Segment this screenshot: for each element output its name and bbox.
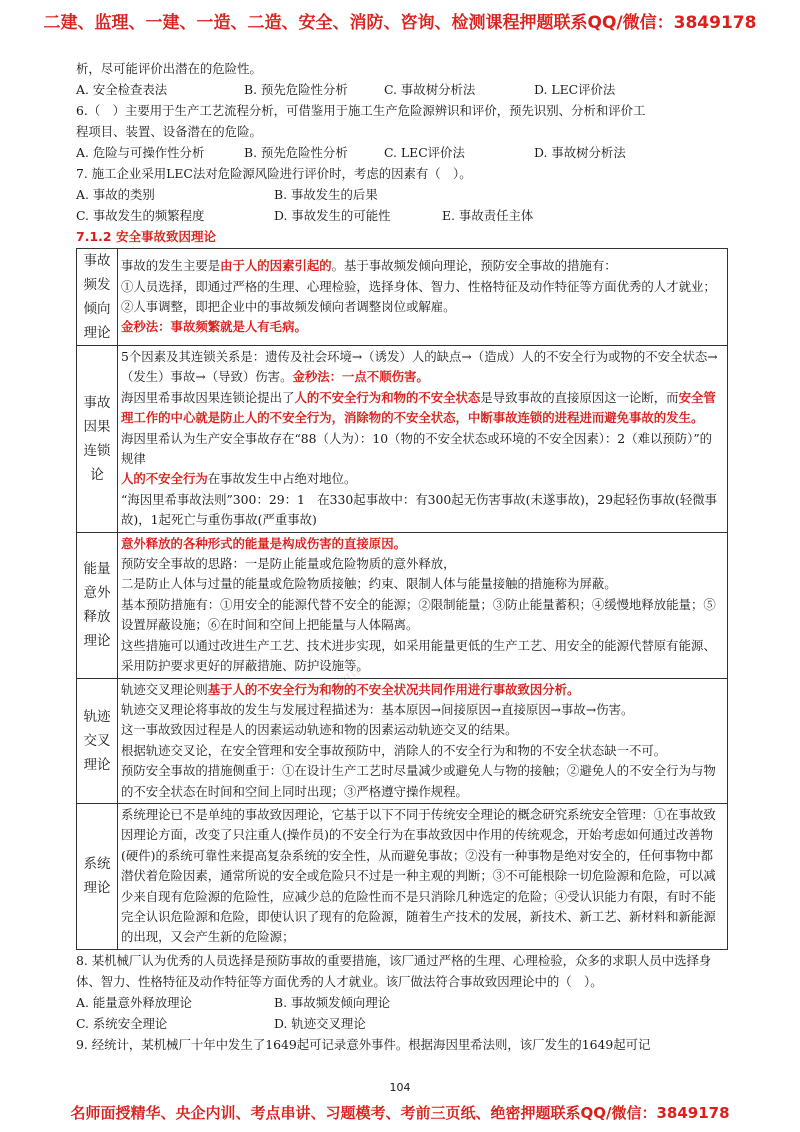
trajectory-p1-red: 基于人的不安全行为和物的不安全状况共同作用进行事故致因分析。 bbox=[207, 681, 580, 697]
domino-p2-red1: 人的不安全行为和物的不安全状态 bbox=[294, 389, 481, 405]
theory-row-energy bbox=[77, 532, 728, 678]
q8-stem: 8. 某机械厂认为优秀的人员选择是预防事故的重要措施，该厂通过严格的生理、心理检验，众多的求职人员中选择身体、智力、性格特征及动作特征等方面优秀的人才就业。该厂做法符合事故致因理论中的（ ）。 bbox=[76, 952, 712, 989]
q6-option-a: A. 危险与可操作性分析 bbox=[76, 145, 205, 160]
section-heading: 7.1.2 安全事故致因理论 bbox=[76, 229, 216, 244]
q5-option-b: B. 预先危险性分析 bbox=[244, 82, 348, 97]
header-banner: 二建、监理、一建、一造、二造、安全、消防、咨询、检测课程押题联系QQ/微信：3849178 bbox=[43, 13, 757, 33]
q7-option-a: A. 事故的类别 bbox=[76, 187, 155, 202]
q6-option-c: C. LEC评价法 bbox=[384, 145, 465, 160]
trajectory-p5: 预防安全事故的措施侧重于：①在设计生产工艺时尽量减少或避免人与物的接触；②避免人的不安全行为与物的不安全状态在时间和空间上同时出现；③严格遵守操作规程。 bbox=[121, 763, 716, 799]
q7-stem: 7. 施工企业采用LEC法对危险源风险进行评价时，考虑的因素有（ ）。 bbox=[76, 166, 472, 181]
proneness-p1-b: 。基于事故频发倾向理论，预防安全事故的措施有： bbox=[331, 258, 617, 274]
q7-option-e: E. 事故责任主体 bbox=[442, 208, 534, 223]
q9-stem: 9. 经统计，某机械厂十年中发生了1649起可记录意外事件。根据海因里希法则，该厂发生的1649起可记 bbox=[76, 1036, 651, 1052]
trajectory-p4: 根据轨迹交叉论，在安全管理和安全事故预防中，消除人的不安全行为和物的不安全状态缺一不可。 bbox=[121, 742, 667, 758]
domino-p2-b: 是导致事故的直接原因这一论断，而 bbox=[480, 389, 679, 405]
energy-p3: 二是防止人体与过量的能量或危险物质接触；约束、限制人体与能量接触的措施称为屏蔽。 bbox=[121, 576, 617, 592]
energy-p2: 预防安全事故的思路：一是防止能量或危险物质的意外释放， bbox=[121, 556, 456, 572]
q7-option-d: D. 事故发生的可能性 bbox=[274, 208, 391, 223]
domino-p2-red2: 安全管理工作的中心就是防止人的不安全行为，消除物的不安全状态，中断事故连锁的进程进而避免事故的发生。 bbox=[121, 389, 716, 426]
q8-option-d: D. 轨迹交叉理论 bbox=[274, 1015, 366, 1031]
proneness-p2: ①人员选择，即通过严格的生理、心理检验，选择身体、智力、性格特征及动作特征等方面优秀的人才就业；②人事调整，即把企业中的事故频发倾向者调整岗位或解雇。 bbox=[121, 278, 716, 314]
systems-p1: 系统理论已不是单纯的事故致因理论，它基于以下不同于传统安全理论的概念研究系统安全管理：①在事故致因理论方面，改变了只注重人(操作员)的不安全行为在事故致因中作用的传统观念，开始考虑如何通过改善物(硬件)的系统可靠性来提高复杂系统的安全性，从而避免事故；②没有一种事物是绝对安全的，任何事物中都潜伏着危险因素，通常所说的安全或危险只不过是一种主观的判断；③不可能根除一切危险源和危险，可以减少来自现有危险源的危险性，应减少总的危险性而不是只消除几种选定的危险；④受认识能力有限，有时不能完全认识危险源和危险，即使认识了现有的危险源，随着生产技术的发展，新技术、新工艺、新材料和新能源的出现，又会产生新的危险源； bbox=[121, 806, 716, 945]
domino-p3: 海因里希认为生产安全事故存在“88（人为）：10（物的不安全状态或环境的不安全因素）：2（难以预防）”的规律 bbox=[121, 430, 713, 467]
watermark: 肥肥淘宝店 考试资料打印 bbox=[260, 663, 365, 754]
proneness-p1-red: 由于人的因素引起的 bbox=[220, 258, 332, 274]
q5-option-c: C. 事故树分析法 bbox=[384, 82, 476, 97]
theory-row-systems bbox=[77, 803, 728, 949]
domino-p5: “海因里希事故法则”300：29：1 在330起事故中：有300起无伤害事故(未遂事故)，29起轻伤事故(轻微事故)，1起死亡与重伤事故(严重事故) bbox=[121, 491, 717, 528]
q7-option-c: C. 事故发生的频繁程度 bbox=[76, 208, 205, 223]
energy-p1-red: 意外释放的各种形式的能量是构成伤害的直接原因。 bbox=[121, 535, 406, 551]
theory-desc-systems bbox=[118, 803, 728, 949]
q7-options-row2 bbox=[76, 205, 728, 226]
page-number: 104 bbox=[389, 1081, 411, 1094]
q6-option-b: B. 预先危险性分析 bbox=[244, 145, 348, 160]
q7-options-row1 bbox=[76, 184, 728, 205]
q8-option-c: C. 系统安全理论 bbox=[76, 1015, 168, 1031]
energy-p4: 基本预防措施有：①用安全的能源代替不安全的能源；②限制能量；③防止能量蓄积；④缓慢地释放能量；⑤设置屏蔽设施；⑥在时间和空间上把能量与人体隔离。 bbox=[121, 596, 716, 633]
q6-stem-line2: 程项目、装置、设备潜在的危险。 bbox=[76, 124, 262, 139]
theory-table bbox=[76, 248, 728, 950]
theory-desc-trajectory bbox=[118, 678, 728, 803]
footer-banner: 名师面授精华、央企内训、考点串讲、习题模考、考前三页纸、绝密押题联系QQ/微信：3849178 bbox=[70, 1104, 730, 1122]
trajectory-p1-a: 轨迹交叉理论则 bbox=[121, 681, 208, 697]
domino-p1-a: 5个因素及其连锁关系是：遗传及社会环境→（诱发）人的缺点→（造成）人的不安全行为或物的不安全状态→（发生）事故→（导致）伤害。 bbox=[121, 349, 718, 385]
trajectory-p3: 这一事故致因过程是人的因素运动轨迹和物的因素运动轨迹交叉的结果。 bbox=[121, 722, 518, 738]
theory-row-proneness bbox=[77, 249, 728, 346]
domino-mnemonic: 金秒法：一点不顺伤害。 bbox=[292, 369, 429, 385]
page-content bbox=[76, 58, 728, 1055]
q5-option-a: A. 安全检查表法 bbox=[76, 82, 168, 97]
q8-options-row1 bbox=[76, 992, 728, 1013]
q8-option-b: B. 事故频发倾向理论 bbox=[274, 994, 391, 1010]
q6-options bbox=[76, 142, 728, 163]
theory-name-proneness: 事故频发倾向理论 bbox=[77, 249, 118, 346]
domino-p2-a: 海因里希事故因果连锁论提出了 bbox=[121, 389, 295, 405]
q5-options bbox=[76, 79, 728, 100]
domino-p4-red: 人的不安全行为 bbox=[121, 471, 208, 487]
theory-name-domino: 事故因果连锁论 bbox=[77, 346, 118, 533]
theory-desc-proneness bbox=[118, 249, 728, 346]
proneness-mnemonic: 金秒法：事故频繁就是人有毛病。 bbox=[121, 319, 307, 335]
theory-row-trajectory bbox=[77, 678, 728, 803]
q5-option-d: D. LEC评价法 bbox=[534, 82, 616, 97]
theory-row-domino bbox=[77, 346, 728, 533]
q8-option-a: A. 能量意外释放理论 bbox=[76, 994, 192, 1010]
theory-name-systems: 系统理论 bbox=[77, 803, 118, 949]
q8-options-row2 bbox=[76, 1013, 728, 1034]
theory-name-trajectory: 轨迹交叉理论 bbox=[77, 678, 118, 803]
theory-desc-energy bbox=[118, 532, 728, 678]
domino-p4-b: 在事故发生中占绝对地位。 bbox=[207, 471, 357, 487]
trajectory-p2: 轨迹交叉理论将事故的发生与发展过程描述为：基本原因→间接原因→直接原因→事故→伤害。 bbox=[121, 701, 634, 717]
theory-desc-domino bbox=[118, 346, 728, 533]
theory-name-energy: 能量意外释放理论 bbox=[77, 532, 118, 678]
proneness-p1-a: 事故的发生主要是 bbox=[121, 258, 221, 274]
q5-tail: 析，尽可能评价出潜在的危险性。 bbox=[76, 61, 262, 76]
q6-option-d: D. 事故树分析法 bbox=[534, 145, 626, 160]
q6-stem-line1: 6.（ ）主要用于生产工艺流程分析，可借鉴用于施工生产危险源辨识和评价，预先识别、分析和评价工 bbox=[76, 103, 646, 118]
q7-option-b: B. 事故发生的后果 bbox=[274, 187, 378, 202]
energy-p5: 这些措施可以通过改进生产工艺、技术进步实现，如采用能量更低的生产工艺、用安全的能源代替原有能源、采用防护要求更好的屏蔽措施、防护设施等。 bbox=[121, 637, 716, 674]
